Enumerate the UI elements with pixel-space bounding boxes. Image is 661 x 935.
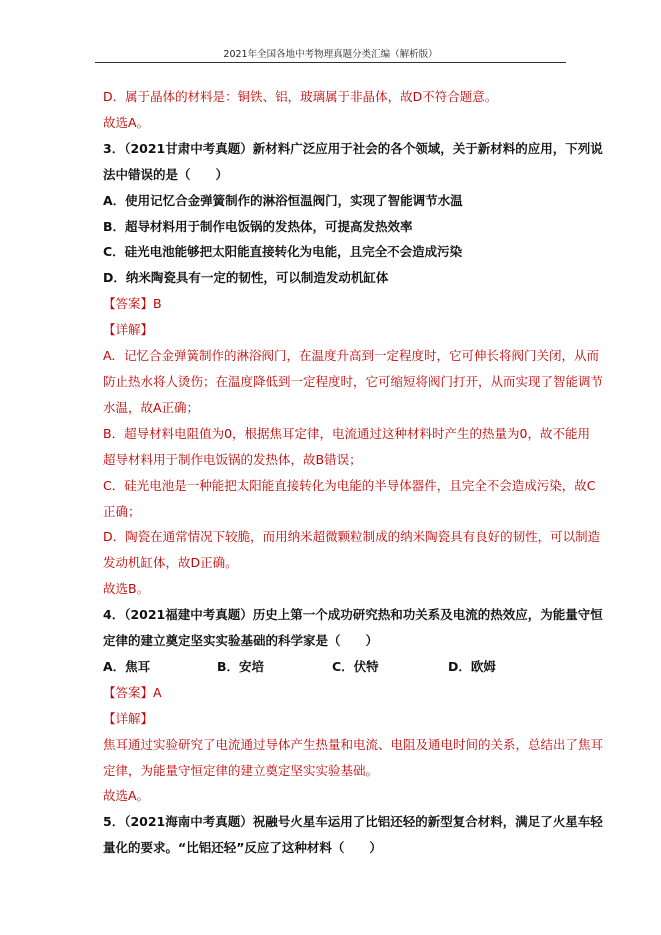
text-line: B．超导材料用于制作电饭锅的发热体，可提高发热效率 [103,218,413,234]
text-line: 4．（2021福建中考真题）历史上第一个成功研究热和功关系及电流的热效应，为能量守恒 [103,607,603,623]
text-line: 超导材料用于制作电饭锅的发热体，故B错误； [103,451,362,467]
text-line: 法中错误的是（ ） [103,166,229,182]
text-line: 【答案】A [103,684,162,700]
q4-option-b: B．安培 [217,658,265,674]
text-line: 5．（2021海南中考真题）祝融号火星车运用了比铝还轻的新型复合材料，满足了火星车轻 [103,814,603,830]
text-line: 防止热水将人烫伤；在温度降低到一定程度时，它可缩短将阀门打开，从而实现了智能调节 [103,373,604,389]
text-line: C．硅光电池是一种能把太阳能直接转化为电能的半导体器件，且完全不会造成污染，故C [103,477,596,493]
text-line: 定律，为能量守恒定律的建立奠定坚实实验基础。 [103,762,379,778]
text-line: D．陶瓷在通常情况下较脆，而用纳米超微颗粒制成的纳米陶瓷具有良好的韧性，可以制造 [103,529,601,545]
text-line: 故选B。 [103,581,150,597]
document-body [103,84,604,861]
text-line: 故选A。 [103,788,150,804]
text-line: 【详解】 [103,710,154,726]
text-line: 水温，故A正确； [103,399,200,415]
text-line: 量化的要求。“比铝还轻”反应了这种材料（ ） [103,840,382,856]
text-line: 故选A。 [103,114,150,130]
q4-option-d: D．欧姆 [448,658,496,674]
text-line: 【详解】 [103,322,154,338]
q4-option-a: A．焦耳 [103,658,151,674]
text-line: D．属于晶体的材料是：铜铁、铝，玻璃属于非晶体，故D不符合题意。 [103,89,498,104]
text-line: 3．（2021甘肃中考真题）新材料广泛应用于社会的各个领域，关于新材料的应用，下列说 [103,140,603,156]
page-header: 2021年全国各地中考物理真题分类汇编（解析版） [223,49,438,60]
q4-option-c: C．伏特 [332,658,379,674]
text-line: 焦耳通过实验研究了电流通过导体产生热量和电流、电阻及通电时间的关系，总结出了焦耳 [103,736,604,752]
text-line: C．硅光电池能够把太阳能直接转化为电能，且完全不会造成污染 [103,244,463,260]
text-line: 发动机缸体，故D正确。 [103,555,238,571]
text-line: 正确； [103,503,141,519]
text-line: D．纳米陶瓷具有一定的韧性，可以制造发动机缸体 [103,270,389,286]
text-line: A．使用记忆合金弹簧制作的淋浴恒温阀门，实现了智能调节水温 [103,192,463,208]
text-line: 【答案】B [103,296,162,312]
text-line: A．记忆合金弹簧制作的淋浴阀门，在温度升高到一定程度时，它可伸长将阀门关闭，从而 [103,348,600,364]
header-rule [95,62,566,63]
text-line: B．超导材料电阻值为0，根据焦耳定律，电流通过这种材料时产生的热量为0，故不能用 [103,425,590,441]
q4-options [103,654,565,680]
text-line: 定律的建立奠定坚实实验基础的科学家是（ ） [103,633,379,649]
